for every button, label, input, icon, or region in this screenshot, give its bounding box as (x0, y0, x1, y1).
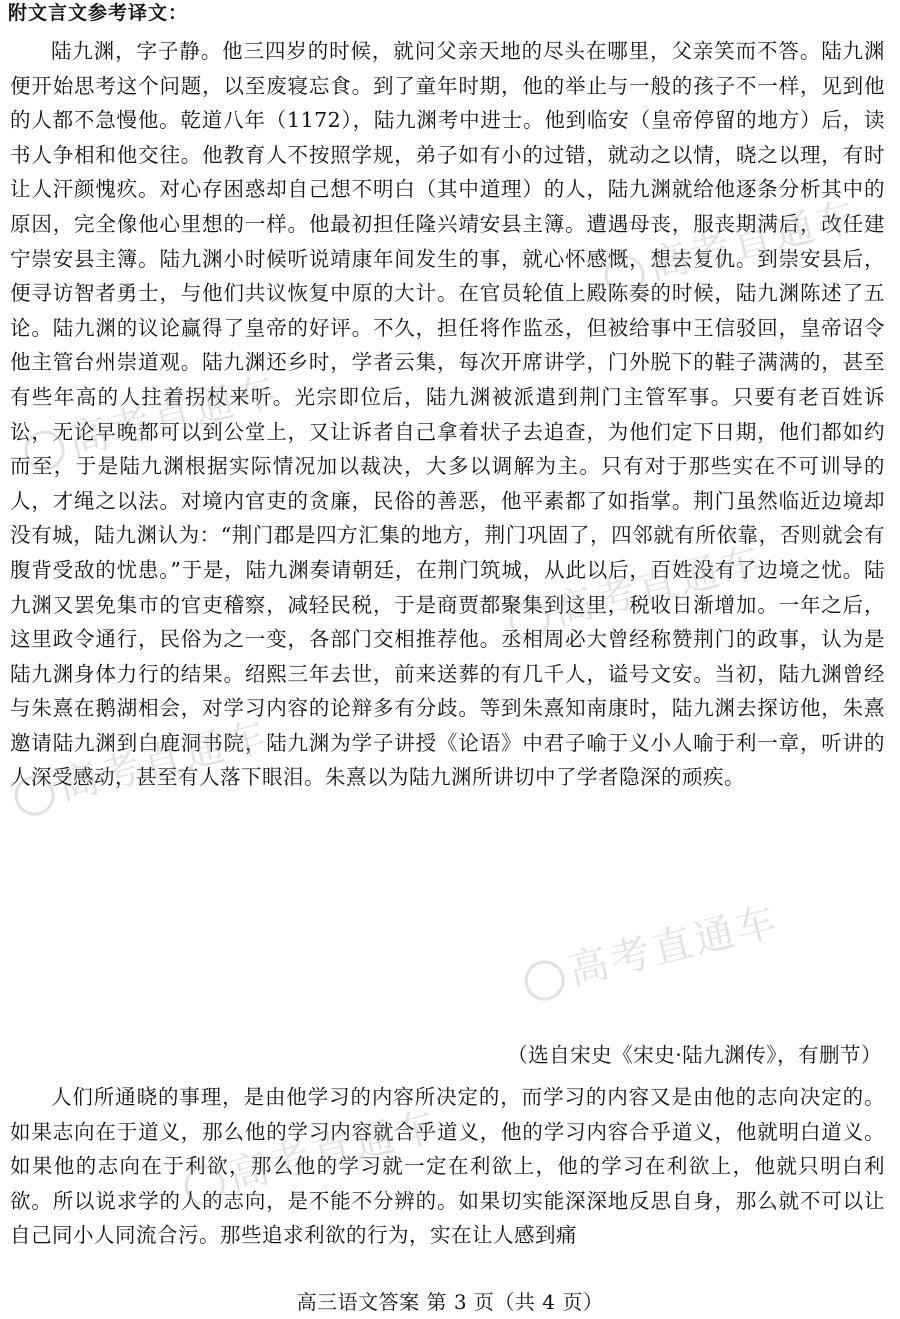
watermark-text: 高考直通车 (548, 538, 769, 635)
section-heading: 附文言文参考译文： (8, 2, 189, 24)
watermark-text: 高考直通车 (643, 193, 864, 290)
translation-paragraph-2: 人们所通晓的事理，是由他学习的内容所决定的，而学习的内容又是由他的志向决定的。如果志向在于道义，那么他的学习内容就合乎道义，他的学习内容合乎道义，他就明白道义。如果他的志向在于利欲，那么他的学习就一定在利欲上，他的学习在利欲上，他就只明白利欲。所以说求学的人的志向，是不能不分辨的。如果切实能深深地反思自身，那么就不可以让自己同小人同流合污。那些追求利欲的行为，实在让人感到痛 (10, 1085, 885, 1248)
watermark-text: 高考直通车 (563, 898, 784, 995)
watermark-text: 高考直通车 (223, 1103, 444, 1200)
translation-paragraph-1: 陆九渊，字子静。他三四岁的时候，就问父亲天地的尽头在哪里，父亲笑而不答。陆九渊便开始思考这个问题，以至废寝忘食。到了童年时期，他的举止与一般的孩子不一样，见到他的人都不急慢他。乾道八年（1172），陆九渊考中进士。他到临安（皇帝停留的地方）后，读书人争相和他交往。他教育人不按照学规，弟子如有小的过错，就动之以情，晓之以理，有时让人汗颜愧疚。对心存困惑却自己想不明白（其中道理）的人，陆九渊就给他逐条分析其中的原因，完全像他心里想的一样。他最初担任隆兴靖安县主簿。遭遇母丧，服丧期满后，改任建宁崇安县主簿。陆九渊小时候听说靖康年间发生的事，就心怀感慨，想去复仇。到崇安县后，便寻访智者勇士，与他们共议恢复中原的大计。在官员轮值上殿陈奏的时候，陆九渊陈述了五论。陆九渊的议论赢得了皇帝的好评。不久，担任将作监丞，但被给事中王信驳回，皇帝诏令他主管台州崇道观。陆九渊还乡时，学者云集，每次开席讲学，门外脱下的鞋子满满的，甚至有些年高的人拄着拐杖来听。光宗即位后，陆九渊被派遣到荆门主管军事。只要有老百姓诉讼，无论早晚都可以到公堂上，又让诉者自己拿着状子去追查，为他们定下日期，他们都如约而至，于是陆九渊根据实际情况加以裁决，大多以调解为主。只有对于那些实在不可训导的人，才绳之以法。对境内官吏的贪廉，民俗的善恶，他平素都了如指掌。荆门虽然临近边境却没有城，陆九渊认为：“荆门郡是四方汇集的地方，荆门巩固了，四邻就有所依靠，否则就会有腹背受敌的忧患。”于是，陆九渊奏请朝廷，在荆门筑城，从此以后，百姓没有了边境之忧。陆九渊又罢免集市的官吏稽察，减轻民税，于是商贾都聚集到这里，税收日渐增加。一年之后，这里政令通行，民俗为之一变，各部门交相推荐他。丞相周必大曾经称赞荆门的政事，认为是陆九渊身体力行的结果。绍熙三年去世，前来送葬的有几千人，谥号文安。当初，陆九渊曾经与朱熹在鹅湖相会，对学习内容的论辩多有分歧。等到朱熹知南康时，陆九渊去探访他，朱熹邀请陆九渊到白鹿洞书院，陆九渊为学子讲授《论语》中君子喻于义小人喻于利一章，听讲的人深受感动，甚至有人落下眼泪。朱熹以为陆九渊所讲切中了学者隐深的顽疾。 (10, 39, 885, 790)
watermark-circle-icon (520, 956, 568, 1004)
source-citation: （选自宋史《宋史·陆九渊传》，有删节） (507, 1043, 882, 1067)
watermark-text: 高考直通车 (53, 713, 274, 810)
watermark (517, 889, 784, 1007)
watermark-text: 高考直通车 (63, 368, 284, 465)
page-footer: 高三语文答案 第 3 页（共 4 页） (296, 1290, 604, 1314)
